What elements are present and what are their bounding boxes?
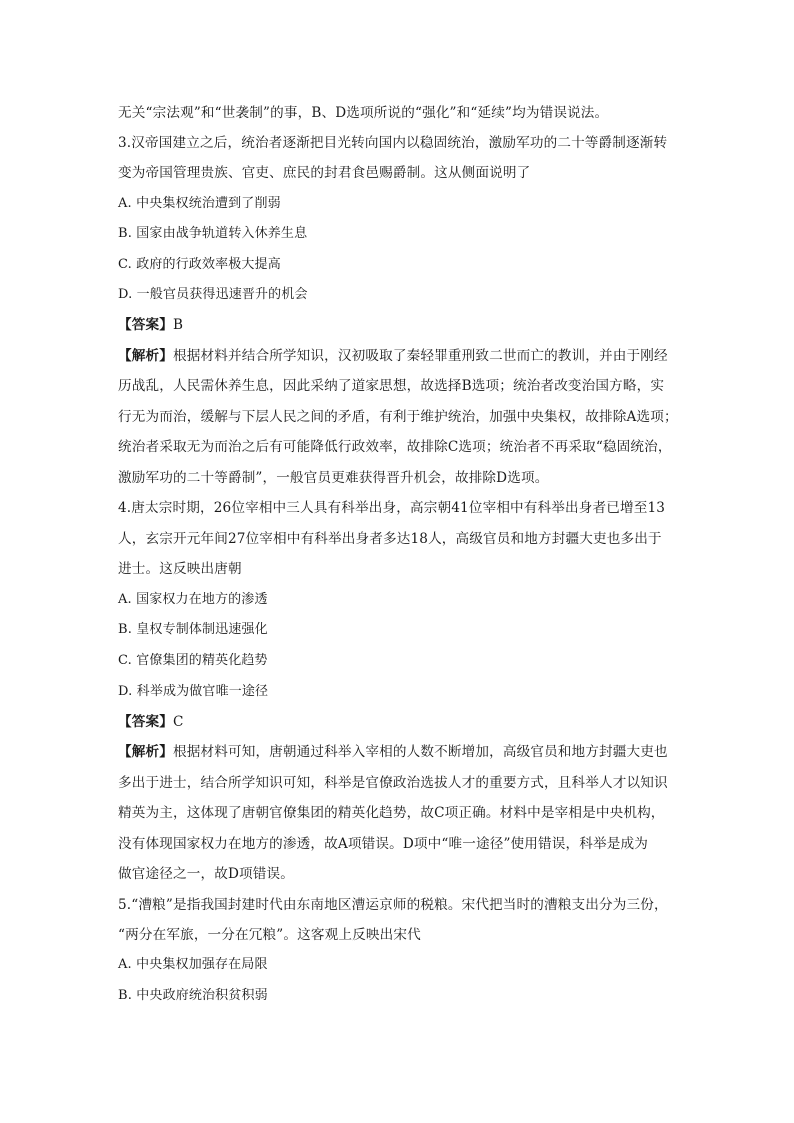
question-3-stem: 变为帝国管理贵族、官吏、庶民的封君食邑赐爵制。这从侧面说明了: [118, 165, 531, 181]
section-marker: 【解析】: [118, 744, 173, 760]
question-4-stem: 进士。这反映出唐朝: [118, 561, 242, 577]
analysis-text: 精英为主，这体现了唐朝官僚集团的精英化趋势，故C项正确。材料中是宰相是中央机构，: [118, 805, 665, 821]
option-a: A. 中央集权统治遭到了削弱: [118, 196, 281, 211]
analysis-text: 做官途径之一，故D项错误。: [118, 866, 294, 882]
analysis-text: 历战乱，人民需休养生息，因此采纳了道家思想，故选择B选项；统治者改变治国方略，实: [118, 378, 665, 394]
option-d: D. 科举成为做官唯一途径: [118, 684, 269, 699]
option-c: C. 政府的行政效率极大提高: [118, 257, 281, 272]
section-marker: 【答案】: [118, 317, 173, 333]
section-marker: 【答案】: [118, 714, 173, 730]
analysis-text: 【解析】根据材料可知，唐朝通过科举入宰相的人数不断增加，高级官员和地方封疆大吏也: [118, 744, 668, 760]
question-4-stem: 4.唐太宗时期，26位宰相中三人具有科举出身，高宗朝41位宰相中有科举出身者已增至13: [118, 500, 666, 516]
question-3-stem: 3.汉帝国建立之后，统治者逐渐把目光转向国内以稳固统治，激励军功的二十等爵制逐渐转: [118, 135, 668, 151]
option-d: D. 一般官员获得迅速晋升的机会: [118, 287, 308, 302]
section-marker: 【解析】: [118, 348, 173, 364]
option-a: A. 中央集权加强存在局限: [118, 957, 268, 972]
question-5-stem: “两分在军旅，一分在冗粮”。这客观上反映出宋代: [118, 927, 421, 943]
analysis-text: 激励军功的二十等爵制”，一般官员更难获得晋升机会，故排除D选项。: [118, 470, 549, 486]
option-b: B. 中央政府统治积贫积弱: [118, 988, 268, 1003]
answer-label: 【答案】C: [118, 714, 184, 730]
analysis-text: 多出于进士，结合所学知识可知，科举是官僚政治选拔人才的重要方式，且科举人才以知识: [118, 775, 668, 791]
answer-label: 【答案】B: [118, 317, 184, 333]
question-4-stem: 人，玄宗开元年间27位宰相中有科举出身者多达18人，高级官员和地方封疆大吏也多出于: [118, 531, 662, 547]
option-b: B. 皇权专制体制迅速强化: [118, 622, 268, 637]
analysis-text: 【解析】根据材料并结合所学知识，汉初吸取了秦轻罪重刑致二世而亡的教训，并由于刚经: [118, 348, 668, 364]
option-c: C. 官僚集团的精英化趋势: [118, 653, 268, 668]
text-line: 无关“宗法观”和“世袭制”的事，B、D选项所说的“强化”和“延续”均为错误说法。: [118, 105, 609, 121]
option-b: B. 国家由战争轨道转入休养生息: [118, 226, 308, 241]
analysis-text: 统治者采取无为而治之后有可能降低行政效率，故排除C选项；统治者不再采取“稳固统治，: [118, 439, 672, 455]
option-a: A. 国家权力在地方的渗透: [118, 592, 268, 607]
question-5-stem: 5.“漕粮”是指我国封建时代由东南地区漕运京师的税粮。宋代把当时的漕粮支出分为三份，: [118, 897, 668, 913]
analysis-text: 没有体现国家权力在地方的渗透，故A项错误。D项中“唯一途径”使用错误，科举是成为: [118, 836, 648, 852]
analysis-text: 行无为而治，缓解与下层人民之间的矛盾，有利于维护统治，加强中央集权，故排除A选项；: [118, 409, 678, 425]
